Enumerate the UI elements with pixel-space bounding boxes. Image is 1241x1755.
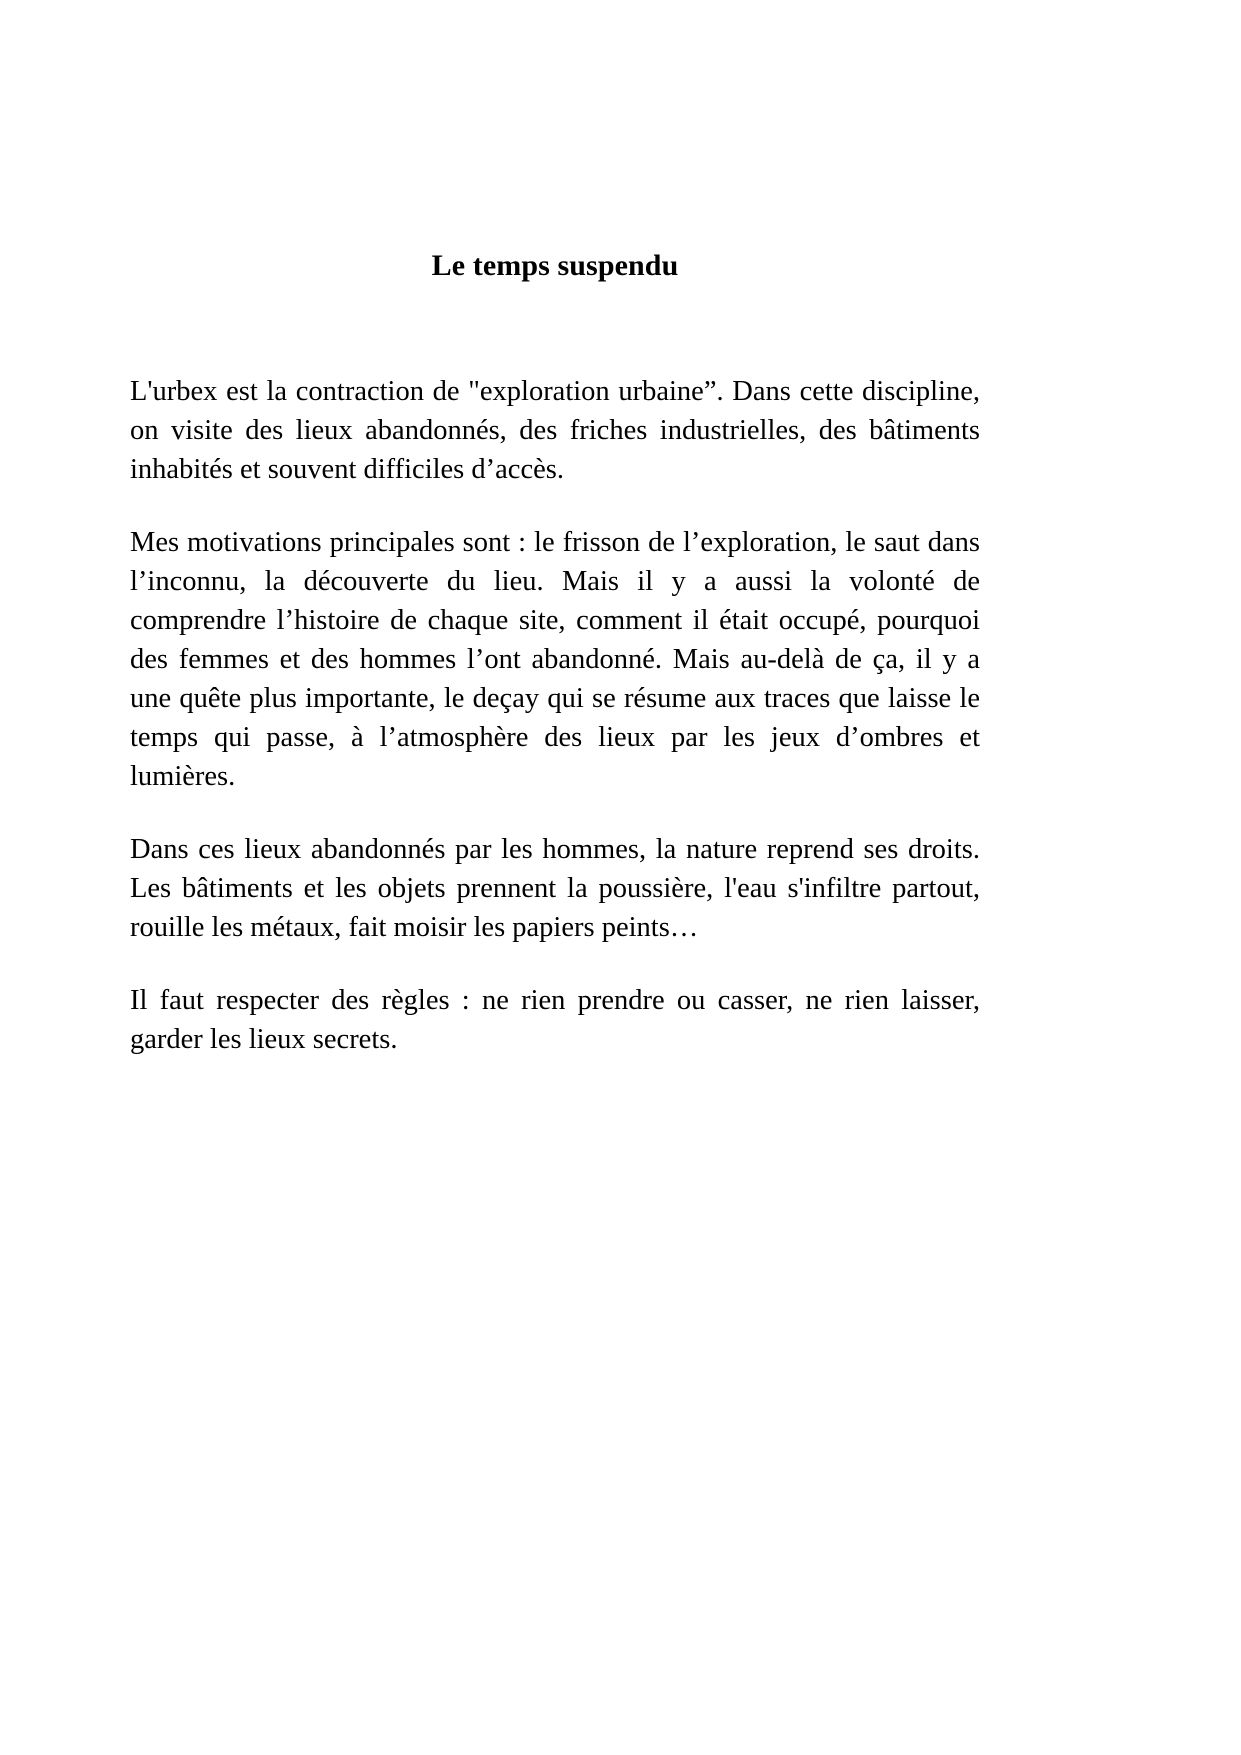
paragraph-4: Il faut respecter des règles : ne rien prendre ou casser, ne rien laisser, garder les lieux secrets. — [130, 985, 980, 1055]
document-text-column — [130, 0, 980, 1059]
page-title: Le temps suspendu — [431, 249, 679, 282]
document-body — [130, 372, 980, 1059]
paragraph-1: L'urbex est la contraction de "exploration urbaine”. Dans cette discipline, on visite des lieux abandonnés, des friches industrielles, des bâtiments inhabités et souvent difficiles d’accès. — [130, 376, 980, 485]
paragraph-3: Dans ces lieux abandonnés par les hommes, la nature reprend ses droits. Les bâtiments et les objets prennent la poussière, l'eau s'infiltre partout, rouille les métaux, fait moisir les papiers peints… — [130, 834, 980, 943]
paragraph-2: Mes motivations principales sont : le frisson de l’exploration, le saut dans l’inconnu, la découverte du lieu. Mais il y a aussi la volonté de comprendre l’histoire de chaque site, comment il était occupé, pourquoi des femmes et des hommes l’ont abandonné. Mais au-delà de ça, il y a une quête plus importante, le deçay qui se résume aux traces que laisse le temps qui passe, à l’atmosphère des lieux par les jeux d’ombres et lumières. — [130, 527, 980, 792]
